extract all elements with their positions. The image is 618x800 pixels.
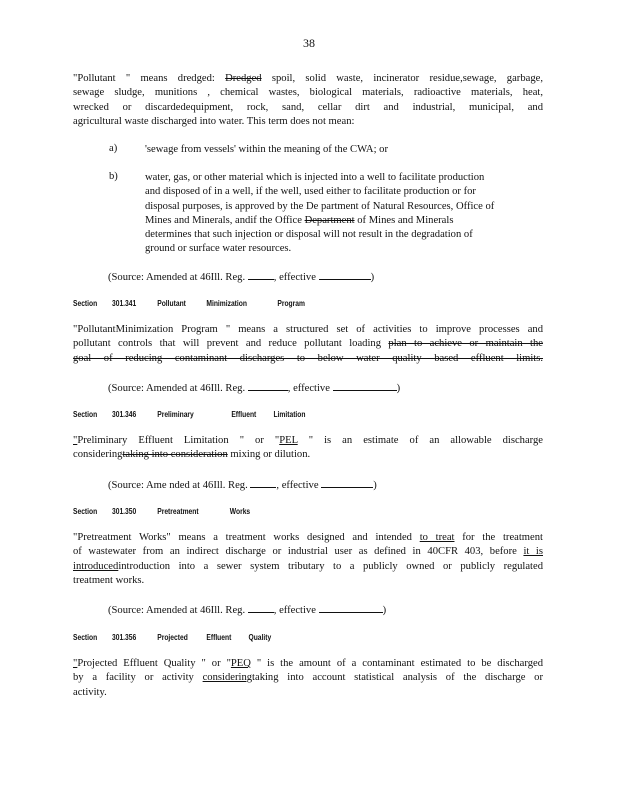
pel-abbrev: PEL <box>279 435 298 446</box>
section-label: Section <box>73 298 98 308</box>
blank-reg <box>250 476 276 488</box>
item-b-line-6: ground or surface water resources. <box>145 243 292 255</box>
source-sep: , effective <box>273 605 316 616</box>
section-number: 301.341 <box>112 298 137 308</box>
pmp-line-2-start: pollutant controls that will prevent and reduce pollutant loading <box>73 338 389 350</box>
section-title-word: Program <box>277 298 305 308</box>
pel-line-1 <box>73 434 543 448</box>
source-sep: , effective <box>287 383 330 394</box>
pollutant-line-2: sewage sludge, munitions , chemical wastes, biological materials, radioactive materials, heat, <box>73 87 543 99</box>
peq-line-1-rest: " is the amount of a contaminant estimated to be discharged <box>250 658 543 669</box>
item-b-line-1: water, gas, or other material which is injected into a well to facilitate production <box>145 172 485 183</box>
pel-definition <box>73 434 543 463</box>
section-label: Section <box>73 632 98 642</box>
section-heading-301-350 <box>73 506 250 516</box>
peq-term: Projected Effluent Quality <box>77 658 202 669</box>
blank-date <box>319 268 371 280</box>
peq-line-1 <box>73 657 543 671</box>
section-number: 301.356 <box>112 632 137 642</box>
pmp-line-1: "PollutantMinimization Program " means a structured set of activities to improve processes and <box>73 324 543 335</box>
item-a-text <box>145 143 538 157</box>
item-b-line-2: and disposed of in a well, if the well, used either to facilitate production or for <box>145 186 476 198</box>
section-title-word: Works <box>229 506 251 516</box>
pel-term: Preliminary Effluent Limitation <box>77 435 240 446</box>
source-note-2 <box>108 379 400 394</box>
blank-reg <box>248 379 288 391</box>
pel-line-1-rest: " is an estimate of an allowable discharge <box>297 435 544 446</box>
section-label: Section <box>73 506 98 516</box>
section-title-word: Effluent <box>206 632 232 642</box>
struck-text: Department <box>304 214 355 226</box>
section-number: 301.350 <box>112 506 137 516</box>
source-prefix: (Source: Ame nded at 46Ill. Reg. <box>108 480 248 491</box>
pel-quote: " <box>73 435 78 446</box>
pel-or: " or " <box>239 435 280 446</box>
peq-line-3: activity. <box>73 686 107 698</box>
section-number: 301.346 <box>112 409 137 419</box>
pretreat-line-1 <box>73 531 543 545</box>
inserted-text: introduced <box>73 560 119 572</box>
peq-quote: " <box>73 658 78 669</box>
pollutant-line-4: agricultural waste discharged into water. This term does not mean: <box>73 115 355 127</box>
pel-line-2-rest: mixing or dilution. <box>227 449 311 461</box>
pmp-line-3 <box>73 352 543 366</box>
source-prefix: (Source: Amended at 46Ill. Reg. <box>108 605 246 616</box>
blank-reg <box>248 268 274 280</box>
item-b-line-5: determines that such injection or disposal will not result in the degradation of <box>145 229 473 241</box>
section-heading-301-356 <box>73 632 271 642</box>
source-note-3 <box>108 476 377 491</box>
source-suffix: ) <box>370 272 375 283</box>
blank-date <box>333 379 397 391</box>
source-suffix: ) <box>373 480 377 491</box>
item-b-text <box>145 171 538 257</box>
pretreat-line-4: treatment works. <box>73 574 145 586</box>
inserted-text: it is <box>523 546 543 558</box>
blank-date <box>319 601 383 613</box>
pollutant-line-1-start: "Pollutant " means dredged: <box>73 73 226 84</box>
pretreat-line-1-start: "Pretreatment Works" means a treatment works designed and intended <box>73 532 420 543</box>
pollutant-line-1-rest: spoil, solid waste, incinerator residue,sewage, garbage, <box>271 73 543 84</box>
pel-inserted: considering <box>73 449 123 461</box>
source-sep: , effective <box>273 272 316 283</box>
source-sep: , effective <box>276 480 319 491</box>
section-title-word: Minimization <box>206 298 247 308</box>
struck-text: Dredged <box>225 73 262 84</box>
source-note-1 <box>108 268 374 283</box>
item-b-marker: b) <box>109 171 118 182</box>
pmp-definition <box>73 323 543 366</box>
pollutant-line-1 <box>73 72 543 86</box>
peq-abbrev: PEQ <box>230 658 251 669</box>
section-heading-301-341 <box>73 298 305 308</box>
pretreat-line-3 <box>73 560 543 574</box>
peq-definition <box>73 657 543 700</box>
pollutant-definition <box>73 72 543 129</box>
section-title-word: Pollutant <box>157 298 186 308</box>
pretreat-line-2-start: of wastewater from an indirect discharge or industrial user as defined in 40CFR 403, before <box>73 546 524 558</box>
peq-line-2-start: by a facility or activity <box>73 672 203 684</box>
section-title-word: Effluent <box>231 409 257 419</box>
section-title-word: Projected <box>157 632 188 642</box>
pollutant-line-3: wrecked or discardedequipment, rock, sand, cellar dirt and industrial, municipal, and <box>73 101 543 113</box>
item-b-line-4-rest: of Mines and Minerals <box>357 214 454 226</box>
source-suffix: ) <box>396 383 401 394</box>
pretreatment-definition <box>73 531 543 588</box>
source-note-4 <box>108 601 386 616</box>
pretreat-line-3-rest: introduction into a sewer system tributary to a publicly owned or publicly regulated <box>118 560 543 572</box>
item-b-line-4 <box>145 214 538 228</box>
blank-date <box>321 476 373 488</box>
item-b-line-4-start: Mines and Minerals, andif the Office <box>145 214 302 226</box>
struck-text: plan to achieve or maintain the <box>388 338 543 350</box>
peq-or: " or " <box>201 658 231 669</box>
item-b-line-3: disposal purposes, is approved by the De partment of Natural Resources, Office of <box>145 200 495 212</box>
section-label: Section <box>73 409 98 419</box>
pretreat-line-1-rest: for the treatment <box>454 532 543 543</box>
peq-line-2-rest: taking into account statistical analysis of the discharge or <box>252 672 544 684</box>
struck-text: taking into consideration <box>122 449 228 461</box>
section-title-word: Limitation <box>273 409 306 419</box>
section-title-word: Pretreatment <box>157 506 199 516</box>
source-prefix: (Source: Amended at 46Ill. Reg. <box>108 383 246 394</box>
inserted-text: to treat <box>419 532 455 543</box>
section-heading-301-346 <box>73 409 305 419</box>
item-a-line: 'sewage from vessels' within the meaning of the CWA; or <box>145 144 389 155</box>
struck-text: goal of reducing contaminant discharges to below water quality based effluent limits. <box>73 352 543 364</box>
pel-line-2 <box>73 448 543 462</box>
inserted-text: considering <box>202 672 253 684</box>
section-title-word: Preliminary <box>157 409 194 419</box>
section-title-word: Quality <box>248 632 272 642</box>
blank-reg <box>248 601 274 613</box>
page-number: 38 <box>303 36 315 50</box>
source-suffix: ) <box>382 605 387 616</box>
pmp-line-2 <box>73 337 543 351</box>
item-a-marker: a) <box>109 143 118 154</box>
source-prefix: (Source: Amended at 46Ill. Reg. <box>108 272 246 283</box>
peq-line-2 <box>73 671 543 685</box>
pretreat-line-2 <box>73 545 543 559</box>
